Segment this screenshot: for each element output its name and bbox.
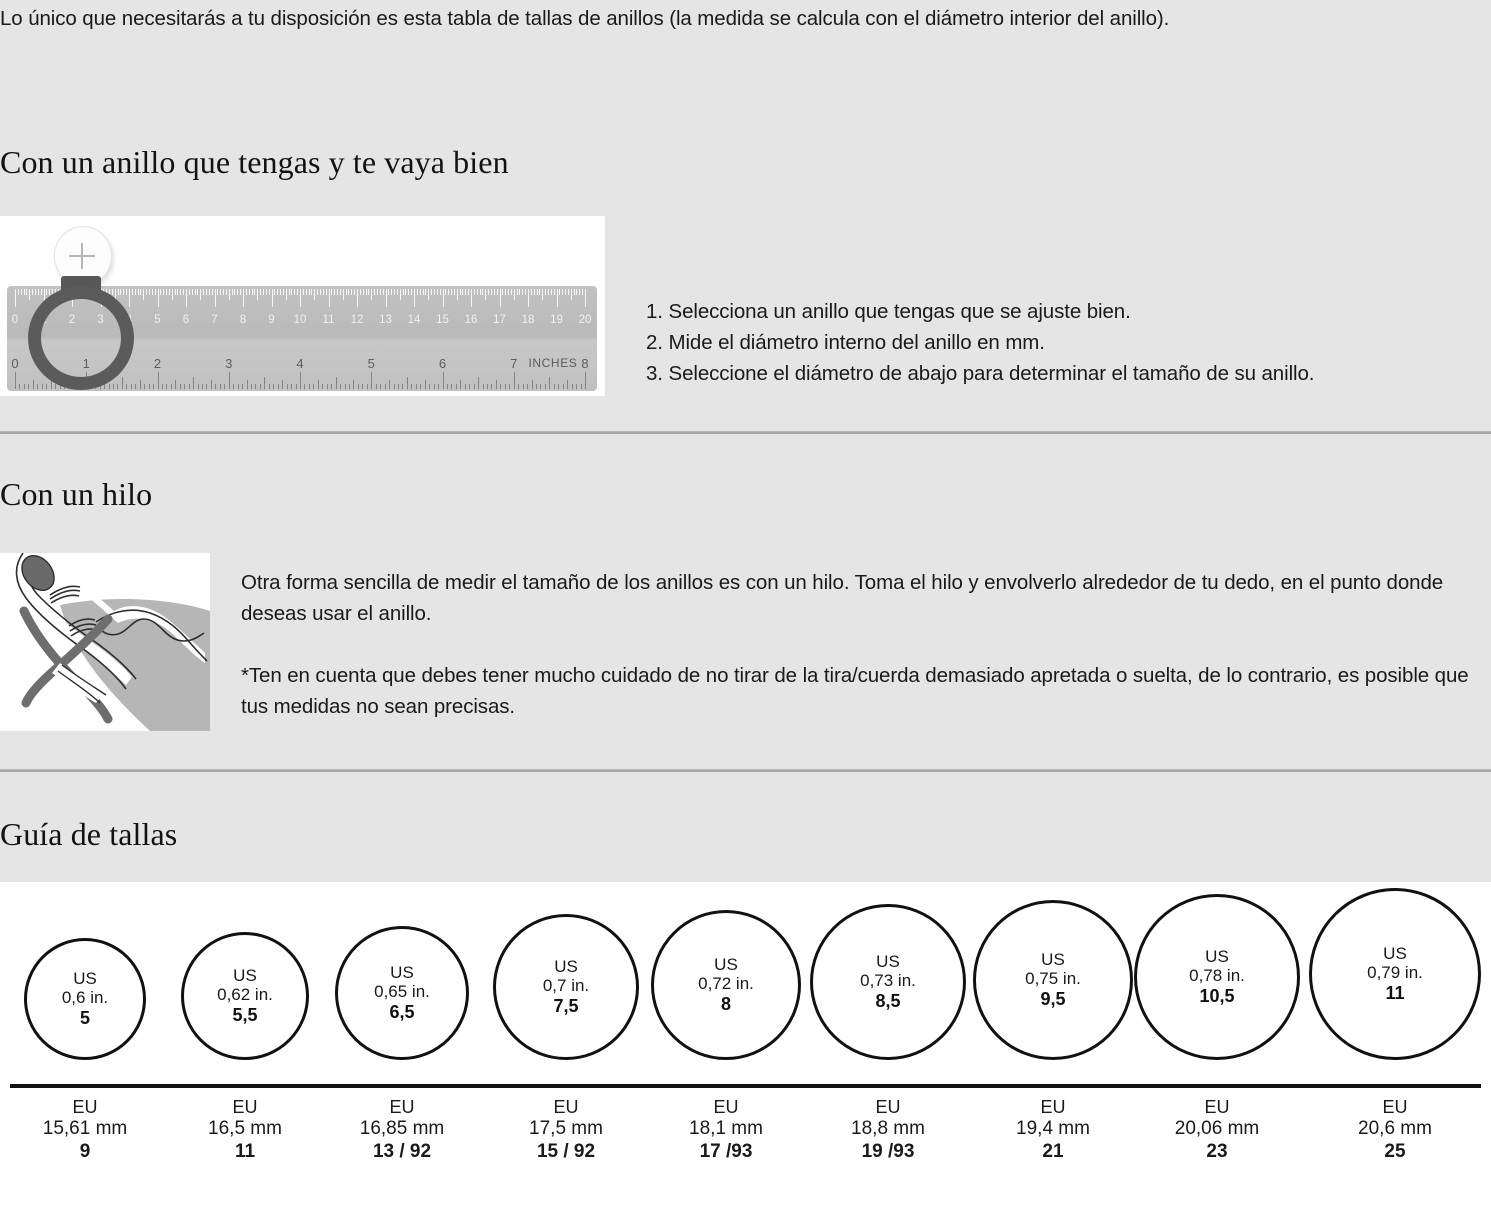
eu-size-label-group [851, 1097, 925, 1163]
eu-size-value: 23 [1206, 1140, 1228, 1162]
eu-size-value: 15 / 92 [536, 1140, 596, 1162]
ring-size-circle[interactable] [181, 932, 309, 1060]
ruler-inch-label: 7 [510, 356, 518, 371]
ruler-inch-label: 6 [438, 356, 447, 371]
ruler-cm-label: 1 [40, 314, 47, 326]
ring-size-circle[interactable] [335, 926, 469, 1060]
ring-circle-labels [374, 963, 430, 1022]
ruler-inch-label: 0 [11, 356, 19, 371]
intro-paragraph: Lo único que necesitarás a tu disposición es esta tabla de tallas de anillos (la medida se calcula con el diámetro interior del anillo). [0, 7, 1170, 30]
section-heading-thread-method: Con un hilo [0, 476, 153, 512]
ring-circle-labels [217, 966, 273, 1025]
ruler-inch-label: 8 [581, 356, 589, 371]
eu-region-label: EU [1204, 1097, 1230, 1117]
ring-diameter-inches: 0,75 in. [1025, 969, 1081, 989]
ring-region-label: US [1041, 950, 1065, 970]
ring-region-label: US [1205, 947, 1229, 967]
eu-size-label-group [529, 1097, 603, 1163]
ruler-cm-label: 4 [125, 314, 133, 326]
eu-sizes-row [0, 1097, 1491, 1187]
ring-us-size: 8,5 [875, 991, 901, 1012]
step-item: 1. Selecciona un anillo que tengas que se ajuste bien. [646, 300, 1131, 323]
ruler-cm-label: 6 [182, 314, 190, 326]
ring-diameter-inches: 0,72 in. [698, 974, 754, 994]
finger-thread-svg [0, 553, 210, 731]
eu-size-label-group [1358, 1097, 1432, 1163]
eu-size-value: 19 /93 [861, 1140, 915, 1162]
ruler-cm-label: 18 [521, 314, 535, 326]
ring-diameter-inches: 0,73 in. [860, 971, 916, 991]
ring-circle-labels [860, 952, 916, 1011]
ruler-cm-label: 13 [379, 314, 392, 326]
size-guide-chart [0, 882, 1491, 1230]
eu-size-value: 21 [1042, 1140, 1064, 1162]
ring-circles-row [0, 882, 1491, 1082]
eu-diameter-mm: 16,85 mm [359, 1117, 445, 1139]
ruler-inch-label: 3 [225, 356, 233, 371]
ruler-cm-label: 8 [239, 314, 247, 326]
eu-diameter-mm: 17,5 mm [529, 1117, 603, 1139]
ring-region-label: US [1383, 944, 1407, 964]
ring-us-size: 11 [1385, 983, 1405, 1004]
ruler-cm-label: 9 [268, 314, 275, 326]
ruler-cm-label: 16 [464, 314, 478, 326]
ring-circle-labels [543, 957, 589, 1016]
ruler-inch-label: 5 [367, 356, 375, 371]
ruler-cm-label: 3 [97, 314, 104, 326]
eu-size-value: 13 / 92 [372, 1140, 432, 1162]
eu-region-label: EU [389, 1097, 415, 1117]
ring-diameter-inches: 0,62 in. [217, 985, 273, 1005]
eu-size-value: 9 [79, 1140, 91, 1162]
ruler-cm-label: 14 [407, 314, 421, 326]
eu-size-label-group [43, 1097, 127, 1163]
ruler-cm-label: 19 [550, 314, 563, 326]
eu-size-label-group [1175, 1097, 1259, 1163]
ruler-inch-label: 2 [153, 356, 162, 371]
ring-region-label: US [554, 957, 578, 977]
ruler-cm-label: 0 [11, 314, 19, 326]
ring-on-ruler-illustration [0, 216, 605, 396]
ring-size-circle[interactable] [810, 904, 966, 1060]
eu-region-label: EU [1382, 1097, 1408, 1117]
ring-method-steps [646, 296, 1314, 389]
section-divider [0, 769, 1491, 772]
ring-region-label: US [390, 963, 414, 983]
eu-size-label-group [208, 1097, 282, 1163]
ring-diameter-inches: 0,78 in. [1189, 966, 1245, 986]
thread-paragraph-2: *Ten en cuenta que debes tener mucho cuidado de no tirar de la tira/cuerda demasiado apretada o suelta, de lo contrario, es posible que tus medidas no sean precisas. [241, 664, 1469, 718]
section-heading-size-guide: Guía de tallas [0, 816, 178, 852]
ruler-cm-label: 7 [211, 314, 218, 326]
eu-size-label-group [1016, 1097, 1090, 1163]
eu-diameter-mm: 16,5 mm [208, 1117, 282, 1139]
ruler-cm-label: 12 [350, 314, 364, 326]
guide-horizontal-rule [10, 1084, 1481, 1088]
eu-region-label: EU [553, 1097, 579, 1117]
ruler-cm-label: 2 [68, 314, 76, 326]
eu-region-label: EU [875, 1097, 901, 1117]
ring-size-circle[interactable] [1134, 894, 1300, 1060]
section-divider [0, 431, 1491, 434]
ring-us-size: 5 [79, 1008, 90, 1029]
eu-region-label: EU [232, 1097, 258, 1117]
ring-size-circle[interactable] [973, 900, 1133, 1060]
thread-method-text [241, 567, 1469, 722]
ruler-cm-label: 5 [154, 314, 161, 326]
step-item: 2. Mide el diámetro interno del anillo en mm. [646, 331, 1045, 354]
ring-circle-labels [1025, 950, 1081, 1009]
eu-diameter-mm: 18,8 mm [851, 1117, 925, 1139]
eu-size-value: 25 [1384, 1140, 1406, 1162]
finger-with-thread-illustration [0, 553, 210, 731]
ruler-cm-label: 20 [578, 314, 592, 326]
ring-us-size: 6,5 [389, 1002, 415, 1023]
eu-diameter-mm: 15,61 mm [42, 1117, 128, 1139]
eu-size-label-group [689, 1097, 763, 1163]
eu-diameter-mm: 19,4 mm [1016, 1117, 1090, 1139]
ring-us-size: 9,5 [1040, 989, 1066, 1010]
ring-circle-labels [1367, 944, 1423, 1003]
ruler-cm-label: 17 [493, 314, 506, 326]
ring-us-size: 7,5 [553, 996, 579, 1017]
ruler-inch-unit-label: INCHES [528, 356, 578, 370]
ring-size-circle[interactable] [1309, 888, 1481, 1060]
ring-diameter-inches: 0,65 in. [374, 982, 430, 1002]
ring-region-label: US [233, 966, 257, 986]
ring-us-size: 8 [720, 994, 731, 1015]
eu-diameter-mm: 20,06 mm [1174, 1117, 1260, 1139]
ring-size-circle[interactable] [651, 910, 801, 1060]
ring-circle-labels [62, 969, 108, 1028]
ring-diameter-inches: 0,6 in. [61, 988, 109, 1008]
eu-size-value: 17 /93 [699, 1140, 753, 1162]
ruler-cm-label: 15 [436, 314, 449, 326]
section-heading-ring-method: Con un anillo que tengas y te vaya bien [0, 144, 509, 180]
ring-circle-labels [1189, 947, 1245, 1006]
ring-band [28, 286, 134, 390]
ruler-inch-label: 1 [82, 356, 90, 371]
thread-paragraph-1: Otra forma sencilla de medir el tamaño de los anillos es con un hilo. Toma el hilo y envolverlo alrededor de tu dedo, en el punto donde deseas usar el anillo. [241, 571, 1444, 625]
ring-circle-labels [698, 955, 754, 1014]
ring-us-size: 5,5 [232, 1005, 258, 1026]
ruler-cm-label: 11 [322, 314, 335, 326]
ring-size-circle[interactable] [493, 914, 639, 1060]
ring-diameter-inches: 0,7 in. [542, 976, 590, 996]
eu-diameter-mm: 18,1 mm [689, 1117, 763, 1139]
eu-region-label: EU [72, 1097, 98, 1117]
ring-us-size: 10,5 [1199, 986, 1235, 1007]
eu-diameter-mm: 20,6 mm [1358, 1117, 1432, 1139]
ring-region-label: US [876, 952, 900, 972]
ring-region-label: US [73, 969, 97, 989]
ring-region-label: US [714, 955, 738, 975]
ring-diameter-inches: 0,79 in. [1367, 963, 1423, 983]
ring-size-circle[interactable] [24, 938, 146, 1060]
eu-size-value: 11 [234, 1140, 256, 1162]
eu-region-label: EU [1040, 1097, 1066, 1117]
ruler-cm-label: 10 [293, 314, 307, 326]
step-item: 3. Seleccione el diámetro de abajo para determinar el tamaño de su anillo. [646, 362, 1315, 385]
eu-region-label: EU [713, 1097, 739, 1117]
ruler-inch-label: 4 [296, 356, 304, 371]
eu-size-label-group [360, 1097, 444, 1163]
ring-graphic [11, 224, 164, 394]
